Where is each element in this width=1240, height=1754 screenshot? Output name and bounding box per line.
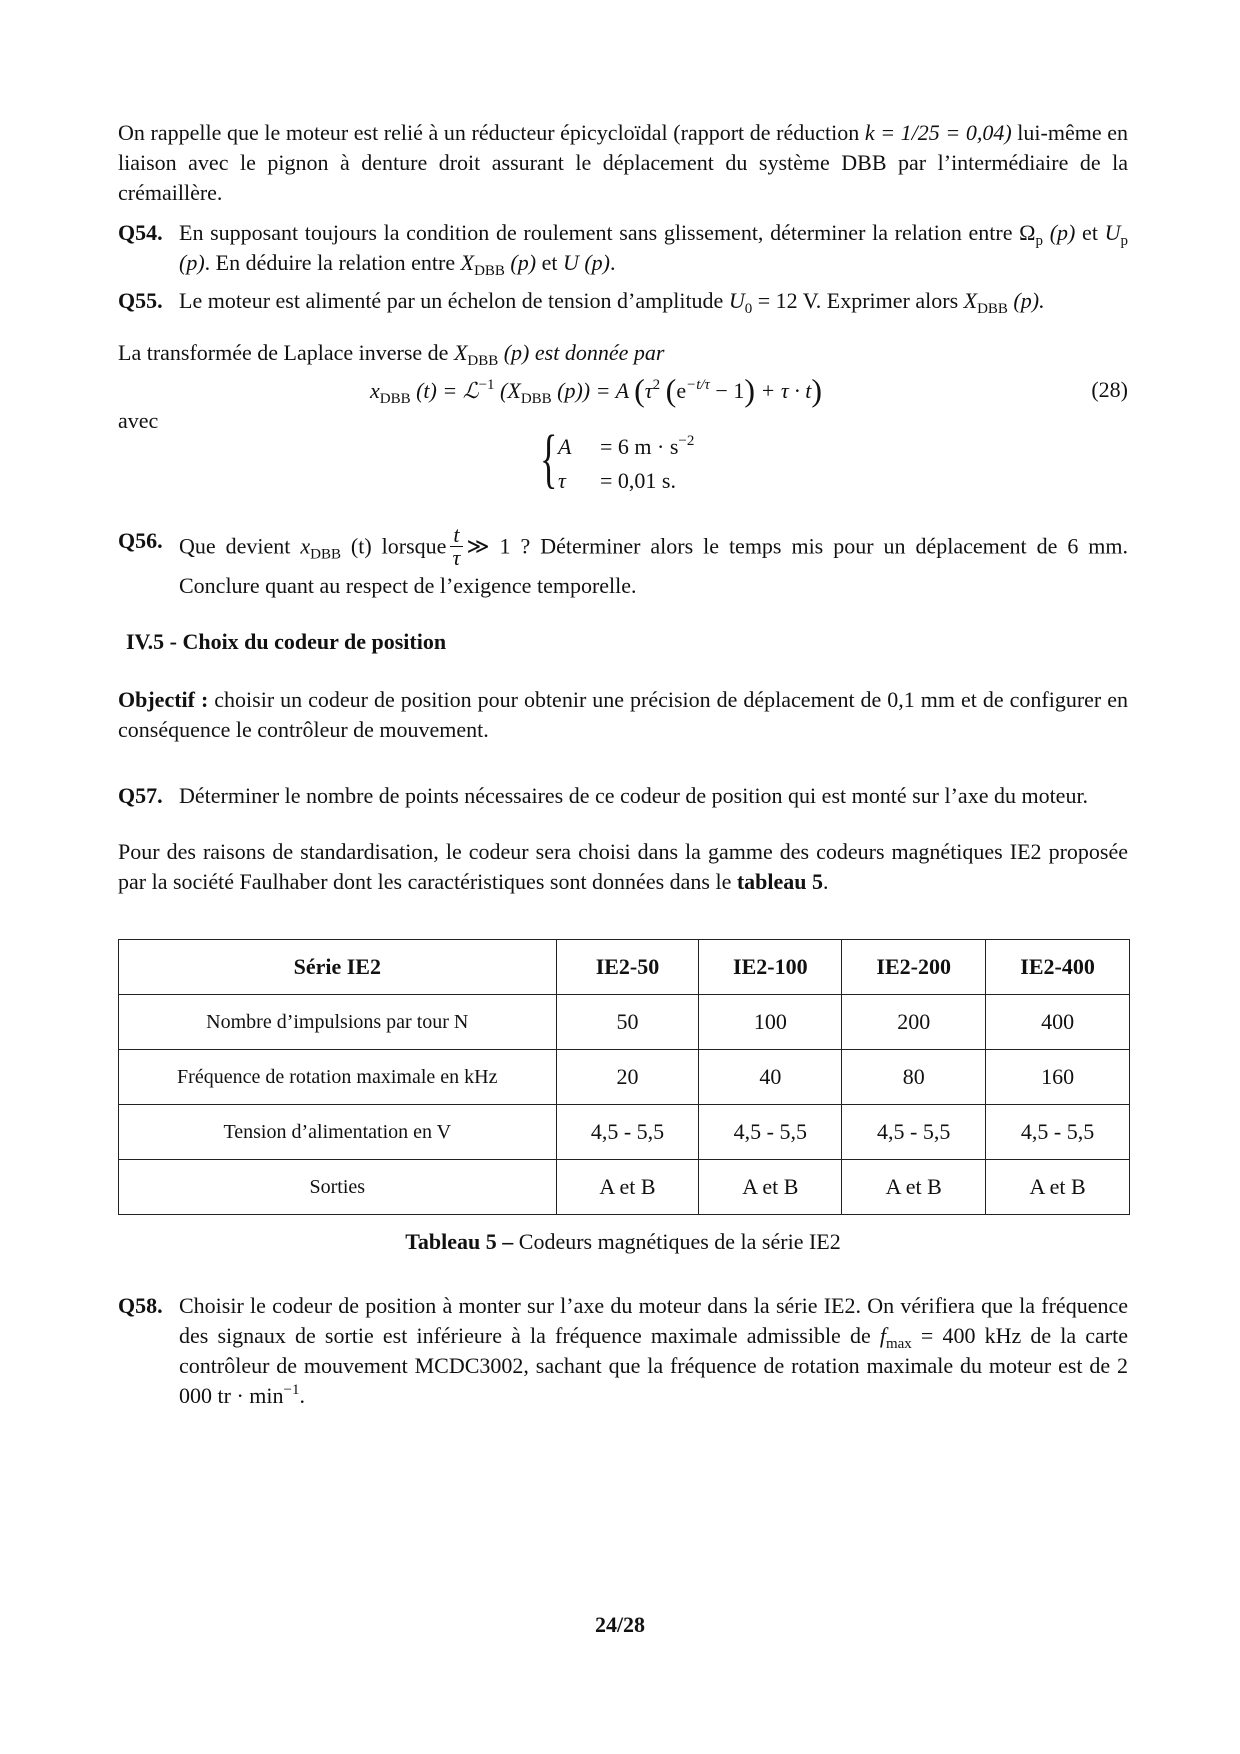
table-cell: A et B [699,1160,842,1215]
table-header: IE2-400 [986,940,1130,995]
table-row [119,1105,1130,1160]
laplace-sentence: La transformée de Laplace inverse de $X_{DBB}$ (p) est donnée par [118,340,665,369]
encoder-table [118,939,1130,1215]
table-cell: 20 [556,1050,699,1105]
table-cell: A et B [556,1160,699,1215]
table-cell: 200 [842,995,986,1050]
intro-paragraph: On rappelle que le moteur est relié à un réducteur épicycloïdal (rapport de réduction k = 1/25 = 0,04) lui-même en liaison avec le pignon à denture droit assurant le déplacement du système DBB par l’intermédiaire de la crémaillère. [118,120,1128,205]
param-tau: τ = 0,01 s. [558,468,676,493]
table-cell: 400 [986,995,1130,1050]
question-label: Q55. [118,288,163,313]
question-q56: Q56. Que devient $x_{DBB}$ (t) lorsque $\frac{t}{\tau}$ ≫ 1 ? Déterminer alors le temps mis pour un déplacement de 6 mm. Conclure quant au respect de l’exigence temporelle. [118,522,1129,598]
table-cell: 50 [556,995,699,1050]
standardisation-paragraph: Pour des raisons de standardisation, le codeur sera choisi dans la gamme des codeurs magnétiques IE2 proposée par la société Faulhaber dont les caractéristiques sont données dans le tableau 5. [118,839,1128,894]
table-header-row [119,940,1130,995]
row-label: Sorties [119,1160,557,1215]
table-caption: Tableau 5 – Codeurs magnétiques de la série IE2 [405,1229,841,1254]
table-cell: A et B [986,1160,1130,1215]
question-q58: Q58. Choisir le codeur de position à monter sur l’axe du moteur dans la série IE2. On vérifiera que la fréquence des signaux de sortie est inférieure à la fréquence maximale admissible de $f_{max} = 400$ kHz de la carte contrôleur de mouvement MCDC3002, sachant que la fréquence de rotation maximale du moteur est de 2 000 tr · $\min^{-1}$. [118,1293,1128,1408]
table-header: IE2-50 [556,940,699,995]
table-cell: 160 [986,1050,1130,1105]
page-number: 24/28 [594,1612,646,1637]
row-label: Nombre d’impulsions par tour N [119,995,557,1050]
avec-label: avec [118,408,159,433]
t-over-tau-fraction: $\frac{t}{\tau}$ [450,524,462,569]
table-header: IE2-200 [842,940,986,995]
equation-body: $x_{DBB}$ (t) = ℒ$^{-1}$ ($X_{DBB}$ (p)) = A ($\tau^2$ $(e^{-t/\tau} - 1) + \tau \cdot t$) [370,372,822,408]
equation-28 [118,370,1128,410]
question-q55: Q55. Le moteur est alimenté par un échelon de tension d’amplitude $U_0 = 12$ V. Exprimer alors $X_{DBB}$ (p). [118,288,1045,317]
brace-symbol: { [540,422,558,495]
page-content [118,118,1128,1411]
table-header: Série IE2 [119,940,557,995]
section-title: IV.5 - Choix du codeur de position [126,629,447,654]
table-cell: 80 [842,1050,986,1105]
objective-paragraph: Objectif : choisir un codeur de position pour obtenir une précision de déplacement de 0,1 mm et de configurer en conséquence le contrôleur de mouvement. [118,687,1129,742]
table-cell: 4,5 - 5,5 [699,1105,842,1160]
question-label: Q57. [118,783,163,808]
question-q54: Q54. En supposant toujours la condition de roulement sans glissement, déterminer la relation entre $\Omega_p$ (p) et $U_p$ (p). En déduire la relation entre $X_{DBB}$ (p) et U (p). [118,220,1129,279]
table-row [119,1160,1130,1215]
question-label: Q54. [118,220,163,245]
question-q57: Q57. Déterminer le nombre de points nécessaires de ce codeur de position qui est monté sur l’axe du moteur. [118,781,1128,811]
param-a: A = 6 $m \cdot s^{-2}$ [558,433,695,459]
row-label: Tension d’alimentation en V [119,1105,557,1160]
table-cell: 4,5 - 5,5 [986,1105,1130,1160]
parameter-system [118,422,1128,502]
question-label: Q58. [118,1293,163,1318]
question-label: Q56. [118,528,163,553]
table-cell: 4,5 - 5,5 [842,1105,986,1160]
table-cell: 4,5 - 5,5 [556,1105,699,1160]
table-row [119,995,1130,1050]
table-cell: A et B [842,1160,986,1215]
table-cell: 40 [699,1050,842,1105]
table-row [119,1050,1130,1105]
row-label: Fréquence de rotation maximale en kHz [119,1050,557,1105]
table-cell: 100 [699,995,842,1050]
equation-number: (28) [1091,377,1128,402]
reduction-ratio: k = 1/25 = 0,04) [864,120,1012,145]
table-header: IE2-100 [699,940,842,995]
